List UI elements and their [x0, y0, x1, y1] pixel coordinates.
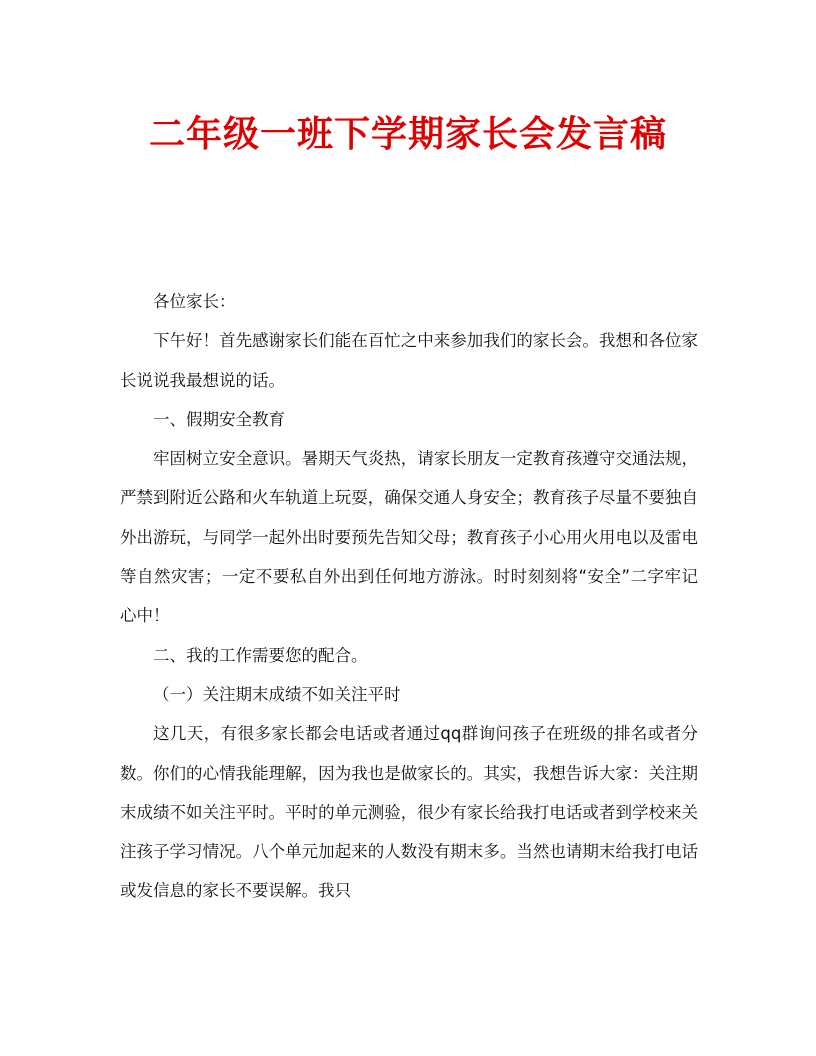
document-body [120, 282, 698, 911]
section-heading-cooperation: 二、我的工作需要您的配合。 [153, 645, 368, 665]
subsection-heading-grades: （一）关注期末成绩不如关注平时 [153, 684, 401, 704]
paragraph-safety: 牢固树立安全意识。暑期天气炎热，请家长朋友一定教育孩遵守交通法规，严禁到附近公路和火车轨道上玩耍，确保交通人身安全；教育孩子尽量不要独自外出游玩，与同学一起外出时要预先告知父母；教育孩子小心用火用电以及雷电等自然灾害；一定不要私自外出到任何地方游泳。时时刻刻将“安全”二字牢记心中！ [120, 449, 698, 626]
section-heading-safety: 一、假期安全教育 [153, 409, 285, 429]
document-title: 二年级一班下学期家长会发言稿 [148, 113, 667, 155]
paragraph-grades: 这几天，有很多家长都会电话或者通过qq群询问孩子在班级的排名或者分数。你们的心情我能理解，因为我也是做家长的。其实，我想告诉大家：关注期末成绩不如关注平时。平时的单元测验，很少有家长给我打电话或者到学校来关注孩子学习情况。八个单元加起来的人数没有期末多。当然也请期末给我打电话或发信息的家长不要误解。我只 [120, 724, 698, 901]
salutation: 各位家长： [153, 292, 236, 311]
paragraph-greeting: 下午好！首先感谢家长们能在百忙之中来参加我们的家长会。我想和各位家长说说我最想说的话。 [120, 331, 698, 390]
